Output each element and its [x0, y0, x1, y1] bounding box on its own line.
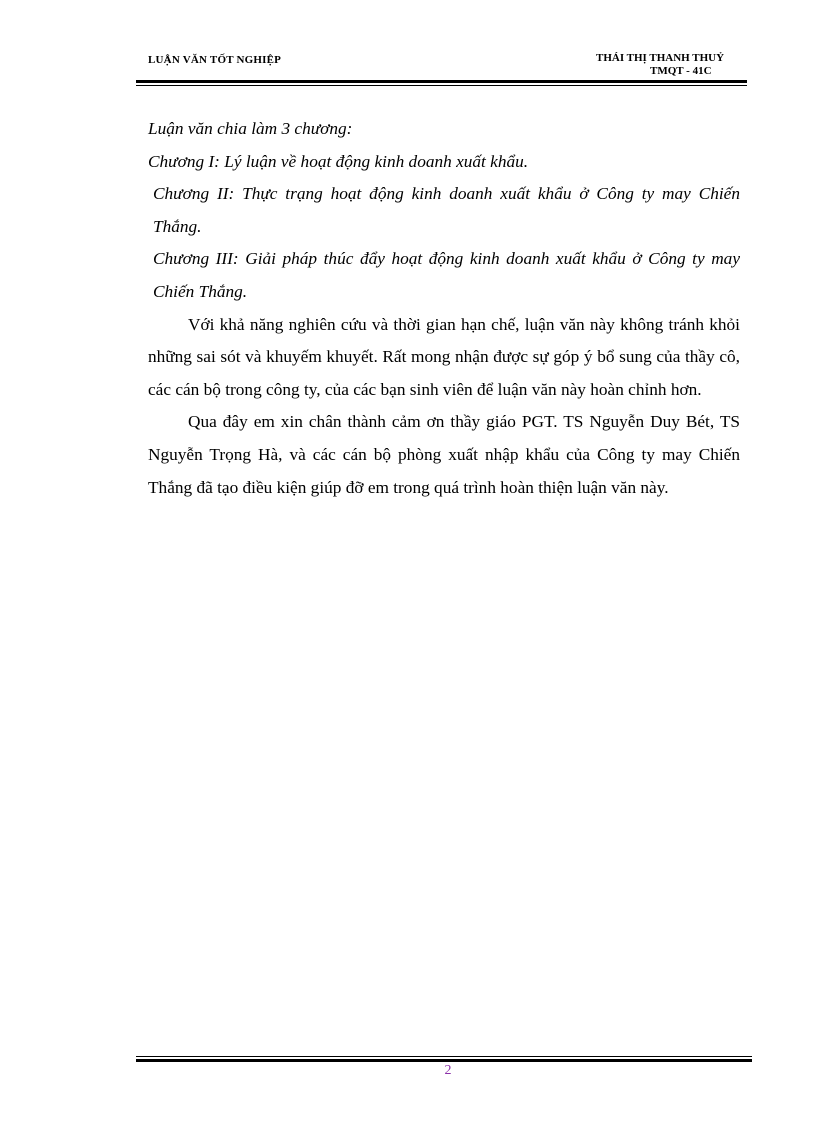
- chapter-2-line: Chương II: Thực trạng hoạt động kinh doanh xuất khẩu ở Công ty may Chiến Thắng.: [153, 184, 740, 236]
- chapter-3-line: Chương III: Giải pháp thúc đẩy hoạt động kinh doanh xuất khẩu ở Công ty may Chiến Thắng.: [153, 249, 740, 301]
- header-thesis-title: LUẬN VĂN TỐT NGHIỆP: [148, 54, 282, 66]
- page-number: 2: [444, 1063, 452, 1078]
- header-class-code: TMQT - 41C: [650, 65, 712, 77]
- header-rule-thick: [136, 80, 747, 83]
- footer-rule-thick: [136, 1059, 752, 1062]
- page-body: [148, 113, 740, 504]
- limitations-paragraph: Với khả năng nghiên cứu và thời gian hạn chế, luận văn này không tránh khỏi những sai sót và khuyếm khuyết. Rất mong nhận được sự góp ý bổ sung của thầy cô, các cán bộ trong công ty, của các bạn sinh viên để luận văn này hoàn chỉnh hơn.: [148, 314, 740, 399]
- header-author-name: THÁI THỊ THANH THUỶ: [596, 52, 725, 64]
- acknowledgement-paragraph: Qua đây em xin chân thành cảm ơn thầy giáo PGT. TS Nguyễn Duy Bét, TS Nguyễn Trọng Hà, và các cán bộ phòng xuất nhập khẩu của Công ty may Chiến Thắng đã tạo điều kiện giúp đỡ em trong quá trình hoàn thiện luận văn này.: [148, 412, 740, 497]
- header-author-block: [596, 52, 746, 78]
- chapters-intro: Luận văn chia làm 3 chương:: [148, 119, 353, 138]
- header-rule-thin: [136, 85, 747, 86]
- footer-rule-thin: [136, 1056, 752, 1057]
- chapter-1-line: Chương I: Lý luận về hoạt động kinh doanh xuất khẩu.: [148, 151, 529, 171]
